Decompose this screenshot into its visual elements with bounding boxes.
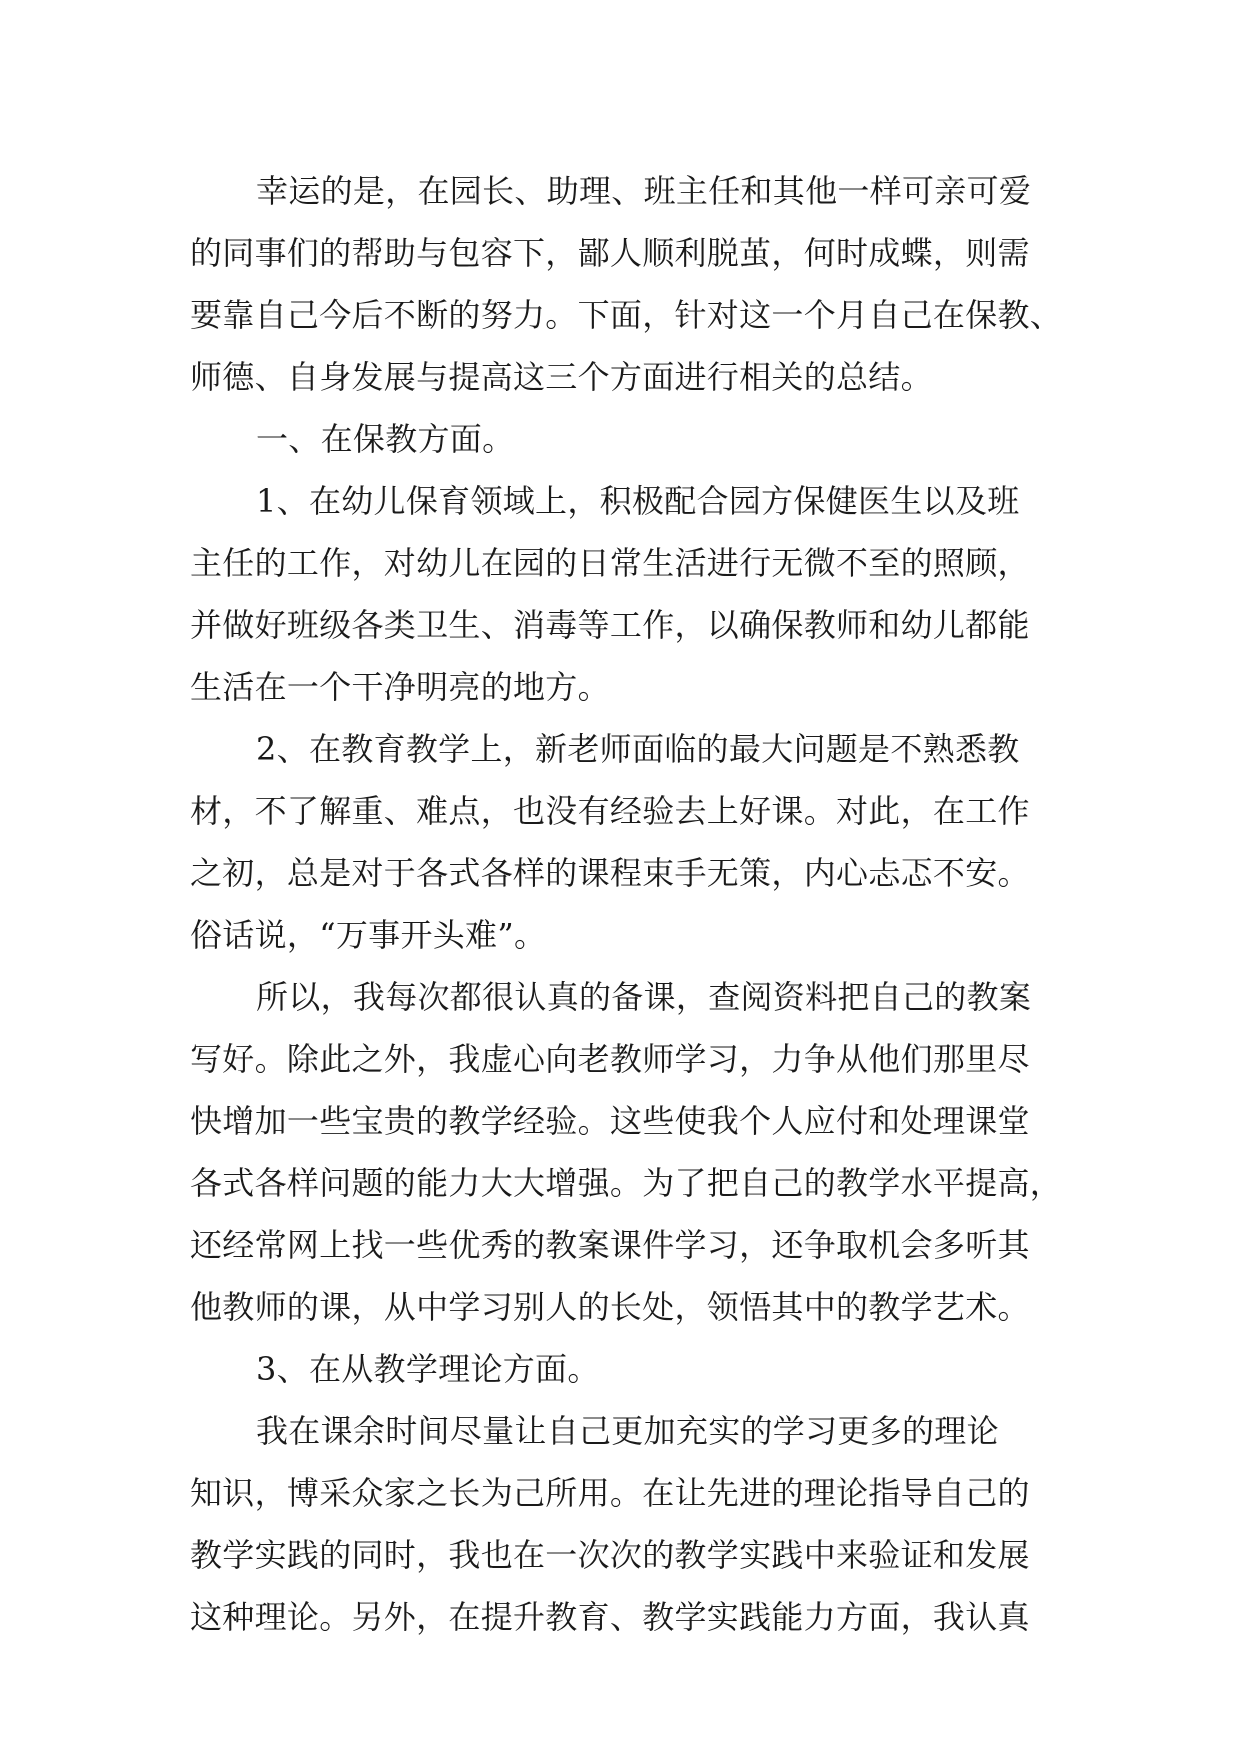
text-line: 的同事们的帮助与包容下，鄙人顺利脱茧，何时成蝶，则需 — [190, 234, 1030, 272]
text-line: 之初，总是对于各式各样的课程束手无策，内心忐忑不安。 — [190, 854, 1030, 892]
text-line: 1、在幼儿保育领域上，积极配合园方保健医生以及班 — [256, 482, 1020, 520]
text-line: 写好。除此之外，我虚心向老教师学习，力争从他们那里尽 — [190, 1040, 1030, 1078]
text-line: 所以，我每次都很认真的备课，查阅资料把自己的教案 — [256, 978, 1032, 1016]
text-line: 材，不了解重、难点，也没有经验去上好课。对此，在工作 — [190, 792, 1030, 830]
text-line: 师德、自身发展与提高这三个方面进行相关的总结。 — [190, 358, 933, 396]
document-body — [190, 160, 1070, 1648]
text-line: 俗话说，“万事开头难”。 — [190, 916, 547, 954]
text-line: 要靠自己今后不断的努力。下面，针对这一个月自己在保教、 — [190, 296, 1063, 334]
text-line: 2、在教育教学上，新老师面临的最大问题是不熟悉教 — [256, 730, 1020, 768]
text-line: 知识，博采众家之长为己所用。在让先进的理论指导自己的 — [190, 1474, 1030, 1512]
text-line: 快增加一些宝贵的教学经验。这些使我个人应付和处理课堂 — [190, 1102, 1030, 1140]
text-line: 这种理论。另外，在提升教育、教学实践能力方面，我认真 — [190, 1598, 1030, 1636]
text-line: 幸运的是，在园长、助理、班主任和其他一样可亲可爱 — [256, 172, 1032, 210]
section-heading: 一、在保教方面。 — [256, 420, 515, 458]
text-line: 3、在从教学理论方面。 — [256, 1350, 600, 1388]
text-line: 生活在一个干净明亮的地方。 — [190, 668, 610, 706]
text-line: 还经常网上找一些优秀的教案课件学习，还争取机会多听其 — [190, 1226, 1030, 1264]
text-line: 他教师的课，从中学习别人的长处，领悟其中的教学艺术。 — [190, 1288, 1030, 1326]
text-line: 各式各样问题的能力大大增强。为了把自己的教学水平提高， — [190, 1164, 1063, 1202]
text-line: 我在课余时间尽量让自己更加充实的学习更多的理论 — [256, 1412, 999, 1450]
text-line: 并做好班级各类卫生、消毒等工作，以确保教师和幼儿都能 — [190, 606, 1030, 644]
text-line: 主任的工作，对幼儿在园的日常生活进行无微不至的照顾， — [190, 544, 1030, 582]
text-line: 教学实践的同时，我也在一次次的教学实践中来验证和发展 — [190, 1536, 1030, 1574]
